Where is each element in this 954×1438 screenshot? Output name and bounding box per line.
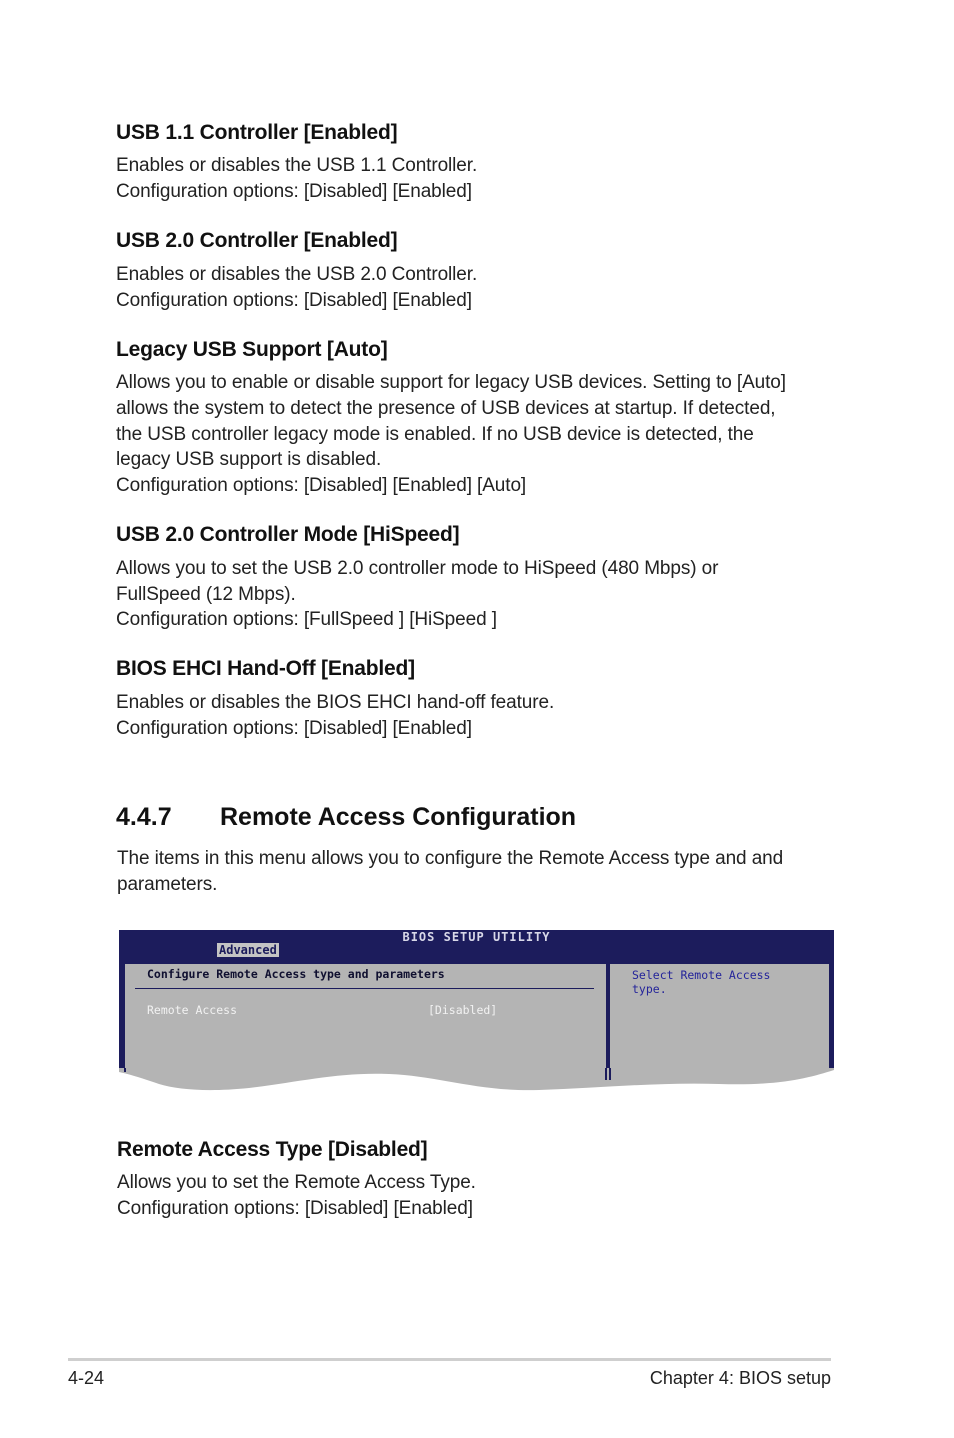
body-line: Enables or disables the USB 2.0 Controller. (116, 264, 478, 285)
bios-panel-heading: Configure Remote Access type and parameters (147, 967, 445, 981)
heading-usb20-controller: USB 2.0 Controller [Enabled] (116, 229, 398, 252)
bios-help-text: type. (632, 982, 667, 996)
heading-bios-ehci-handoff: BIOS EHCI Hand-Off [Enabled] (116, 657, 415, 680)
body-line: Configuration options: [Disabled] [Enabled] [Auto] (116, 475, 527, 496)
body-line: Configuration options: [Disabled] [Enabled] (116, 290, 472, 311)
body-line: legacy USB support is disabled. (116, 449, 382, 470)
bios-item-remote-access-value[interactable]: [Disabled] (428, 1003, 498, 1017)
heading-legacy-usb-support: Legacy USB Support [Auto] (116, 338, 388, 361)
bios-torn-edge (119, 1068, 834, 1094)
heading-usb11-controller: USB 1.1 Controller [Enabled] (116, 121, 398, 144)
bios-screenshot (119, 930, 834, 1094)
section-heading-remote-access-configuration (116, 802, 576, 832)
bios-item-remote-access-label[interactable]: Remote Access (147, 1003, 238, 1017)
bios-title: BIOS SETUP UTILITY (402, 930, 551, 944)
footer-rule (68, 1358, 831, 1361)
body-line: Configuration options: [Disabled] [Enabled] (117, 1198, 473, 1219)
bios-help-text: Select Remote Access (632, 968, 771, 982)
page-number: 4-24 (68, 1368, 105, 1388)
body-line: allows the system to detect the presence of USB devices at startup. If detected, (116, 398, 776, 419)
heading-remote-access-type: Remote Access Type [Disabled] (117, 1138, 428, 1161)
body-line: Allows you to enable or disable support for legacy USB devices. Setting to [Auto] (116, 372, 786, 393)
section-number: 4.4.7 (116, 803, 172, 831)
bios-divider (135, 988, 594, 989)
body-line: Enables or disables the USB 1.1 Controller. (116, 155, 478, 176)
bios-tab-advanced[interactable]: Advanced (219, 943, 277, 957)
body-line: Configuration options: [FullSpeed ] [HiSpeed ] (116, 609, 497, 630)
intro-line: The items in this menu allows you to configure the Remote Access type and and (117, 848, 784, 869)
intro-line: parameters. (117, 874, 218, 895)
section-title: Remote Access Configuration (220, 803, 577, 831)
body-line: Enables or disables the BIOS EHCI hand-off feature. (116, 692, 555, 713)
body-line: Configuration options: [Disabled] [Enabled] (116, 181, 472, 202)
body-line: Configuration options: [Disabled] [Enabled] (116, 718, 472, 739)
body-line: the USB controller legacy mode is enabled. If no USB device is detected, the (116, 424, 754, 445)
chapter-label: Chapter 4: BIOS setup (649, 1368, 831, 1388)
body-line: FullSpeed (12 Mbps). (116, 584, 296, 605)
body-line: Allows you to set the Remote Access Type. (117, 1172, 476, 1193)
body-line: Allows you to set the USB 2.0 controller mode to HiSpeed (480 Mbps) or (116, 558, 719, 579)
heading-usb20-controller-mode: USB 2.0 Controller Mode [HiSpeed] (116, 523, 460, 546)
